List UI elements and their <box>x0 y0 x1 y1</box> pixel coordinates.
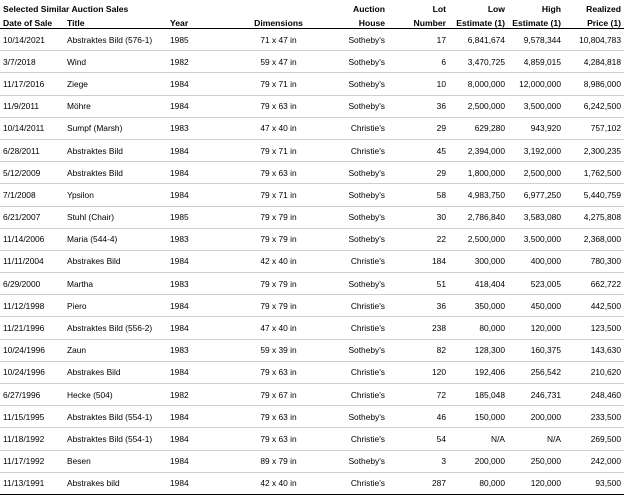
table-row <box>0 273 624 295</box>
title-cell: Möhre <box>64 95 167 117</box>
date-cell: 11/11/2004 <box>0 250 64 272</box>
house-cell: Sotheby's <box>327 51 388 73</box>
year-cell: 1982 <box>167 384 230 406</box>
lot-cell: 51 <box>388 273 449 295</box>
high-estimate-cell: 9,578,344 <box>508 29 564 51</box>
lot-cell: 6 <box>388 51 449 73</box>
title-cell: Besen <box>64 450 167 472</box>
realized-price-cell: 8,986,000 <box>564 73 624 95</box>
title-cell: Abstrakes bild <box>64 472 167 494</box>
realized-price-cell: 757,102 <box>564 117 624 139</box>
house-cell: Christie's <box>327 250 388 272</box>
low-estimate-cell: 192,406 <box>449 361 508 383</box>
year-cell: 1982 <box>167 51 230 73</box>
low-estimate-cell: 1,800,000 <box>449 162 508 184</box>
high-estimate-cell: 3,500,000 <box>508 228 564 250</box>
year-cell: 1984 <box>167 450 230 472</box>
col-lot-top: Lot <box>432 4 446 14</box>
dimensions-cell: 79 x 63 in <box>230 361 327 383</box>
lot-cell: 30 <box>388 206 449 228</box>
low-estimate-cell: 350,000 <box>449 295 508 317</box>
date-cell: 6/28/2011 <box>0 139 64 161</box>
lot-cell: 72 <box>388 384 449 406</box>
low-estimate-cell: 8,000,000 <box>449 73 508 95</box>
dimensions-cell: 42 x 40 in <box>230 250 327 272</box>
lot-cell: 29 <box>388 117 449 139</box>
table-row <box>0 206 624 228</box>
year-cell: 1985 <box>167 29 230 51</box>
realized-price-cell: 210,620 <box>564 361 624 383</box>
lot-cell: 45 <box>388 139 449 161</box>
low-estimate-cell: 2,786,840 <box>449 206 508 228</box>
low-estimate-cell: 200,000 <box>449 450 508 472</box>
high-estimate-cell: 4,859,015 <box>508 51 564 73</box>
dimensions-cell: 79 x 63 in <box>230 162 327 184</box>
table-row <box>0 139 624 161</box>
high-estimate-cell: 943,920 <box>508 117 564 139</box>
date-cell: 6/21/2007 <box>0 206 64 228</box>
realized-price-cell: 5,440,759 <box>564 184 624 206</box>
house-cell: Sotheby's <box>327 206 388 228</box>
title-cell: Sumpf (Marsh) <box>64 117 167 139</box>
realized-price-cell: 6,242,500 <box>564 95 624 117</box>
table-row <box>0 184 624 206</box>
col-house-top: Auction <box>353 4 385 14</box>
col-price-bottom: Price (1) <box>564 14 624 29</box>
high-estimate-cell: 12,000,000 <box>508 73 564 95</box>
date-cell: 11/18/1992 <box>0 428 64 450</box>
date-cell: 6/29/2000 <box>0 273 64 295</box>
dimensions-cell: 79 x 71 in <box>230 184 327 206</box>
low-estimate-cell: 2,500,000 <box>449 228 508 250</box>
col-dimensions: Dimensions <box>230 14 327 29</box>
year-cell: 1983 <box>167 273 230 295</box>
table-row <box>0 450 624 472</box>
lot-cell: 46 <box>388 406 449 428</box>
high-estimate-cell: 400,000 <box>508 250 564 272</box>
table-row <box>0 428 624 450</box>
high-estimate-cell: 3,583,080 <box>508 206 564 228</box>
date-cell: 11/17/2016 <box>0 73 64 95</box>
dimensions-cell: 79 x 79 in <box>230 206 327 228</box>
house-cell: Sotheby's <box>327 184 388 206</box>
house-cell: Christie's <box>327 384 388 406</box>
lot-cell: 36 <box>388 295 449 317</box>
realized-price-cell: 242,000 <box>564 450 624 472</box>
title-cell: Abstraktes Bild (556-2) <box>64 317 167 339</box>
dimensions-cell: 89 x 79 in <box>230 450 327 472</box>
house-cell: Christie's <box>327 472 388 494</box>
col-year: Year <box>167 14 230 29</box>
low-estimate-cell: 6,841,674 <box>449 29 508 51</box>
house-cell: Sotheby's <box>327 228 388 250</box>
house-cell: Christie's <box>327 117 388 139</box>
header-row-bottom <box>0 14 624 29</box>
lot-cell: 54 <box>388 428 449 450</box>
dimensions-cell: 59 x 39 in <box>230 339 327 361</box>
high-estimate-cell: 120,000 <box>508 317 564 339</box>
date-cell: 10/24/1996 <box>0 361 64 383</box>
house-cell: Sotheby's <box>327 450 388 472</box>
realized-price-cell: 233,500 <box>564 406 624 428</box>
realized-price-cell: 10,804,783 <box>564 29 624 51</box>
low-estimate-cell: 3,470,725 <box>449 51 508 73</box>
table-row <box>0 361 624 383</box>
col-high-bottom: Estimate (1) <box>508 14 564 29</box>
year-cell: 1984 <box>167 295 230 317</box>
col-title: Title <box>64 14 167 29</box>
realized-price-cell: 4,284,818 <box>564 51 624 73</box>
high-estimate-cell: 160,375 <box>508 339 564 361</box>
dimensions-cell: 59 x 47 in <box>230 51 327 73</box>
low-estimate-cell: 150,000 <box>449 406 508 428</box>
date-cell: 11/15/1995 <box>0 406 64 428</box>
lot-cell: 10 <box>388 73 449 95</box>
dimensions-cell: 79 x 63 in <box>230 428 327 450</box>
title-cell: Abstrakes Bild <box>64 361 167 383</box>
table-row <box>0 73 624 95</box>
high-estimate-cell: 256,542 <box>508 361 564 383</box>
date-cell: 7/1/2008 <box>0 184 64 206</box>
table-body <box>0 29 624 495</box>
title-cell: Abstraktes Bild (554-1) <box>64 428 167 450</box>
low-estimate-cell: 629,280 <box>449 117 508 139</box>
high-estimate-cell: 2,500,000 <box>508 162 564 184</box>
table-row <box>0 117 624 139</box>
low-estimate-cell: 2,394,000 <box>449 139 508 161</box>
title-cell: Maria (544-4) <box>64 228 167 250</box>
realized-price-cell: 780,300 <box>564 250 624 272</box>
lot-cell: 238 <box>388 317 449 339</box>
house-cell: Sotheby's <box>327 95 388 117</box>
col-high-top: High <box>541 4 561 14</box>
header-row-top <box>0 0 624 14</box>
col-low-bottom: Estimate (1) <box>449 14 508 29</box>
year-cell: 1984 <box>167 317 230 339</box>
year-cell: 1984 <box>167 361 230 383</box>
low-estimate-cell: 128,300 <box>449 339 508 361</box>
date-cell: 5/12/2009 <box>0 162 64 184</box>
house-cell: Christie's <box>327 428 388 450</box>
title-cell: Ypsilon <box>64 184 167 206</box>
year-cell: 1985 <box>167 206 230 228</box>
year-cell: 1983 <box>167 228 230 250</box>
date-cell: 11/17/1992 <box>0 450 64 472</box>
house-cell: Christie's <box>327 139 388 161</box>
dimensions-cell: 79 x 79 in <box>230 228 327 250</box>
title-cell: Piero <box>64 295 167 317</box>
table-row <box>0 339 624 361</box>
year-cell: 1983 <box>167 117 230 139</box>
low-estimate-cell: 300,000 <box>449 250 508 272</box>
high-estimate-cell: N/A <box>508 428 564 450</box>
table-row <box>0 162 624 184</box>
dimensions-cell: 79 x 71 in <box>230 139 327 161</box>
house-cell: Sotheby's <box>327 73 388 95</box>
date-cell: 3/7/2018 <box>0 51 64 73</box>
year-cell: 1984 <box>167 250 230 272</box>
lot-cell: 22 <box>388 228 449 250</box>
date-cell: 11/9/2011 <box>0 95 64 117</box>
realized-price-cell: 93,500 <box>564 472 624 494</box>
low-estimate-cell: 80,000 <box>449 317 508 339</box>
dimensions-cell: 71 x 47 in <box>230 29 327 51</box>
date-cell: 6/27/1996 <box>0 384 64 406</box>
lot-cell: 120 <box>388 361 449 383</box>
year-cell: 1983 <box>167 339 230 361</box>
dimensions-cell: 79 x 71 in <box>230 73 327 95</box>
year-cell: 1984 <box>167 472 230 494</box>
high-estimate-cell: 523,005 <box>508 273 564 295</box>
high-estimate-cell: 6,977,250 <box>508 184 564 206</box>
low-estimate-cell: 185,048 <box>449 384 508 406</box>
high-estimate-cell: 3,192,000 <box>508 139 564 161</box>
title-cell: Abstrakes Bild <box>64 250 167 272</box>
col-lot-bottom: Number <box>388 14 449 29</box>
year-cell: 1984 <box>167 95 230 117</box>
dimensions-cell: 79 x 79 in <box>230 295 327 317</box>
dimensions-cell: 47 x 40 in <box>230 117 327 139</box>
title-cell: Abstraktes Bild <box>64 139 167 161</box>
table-row <box>0 406 624 428</box>
lot-cell: 287 <box>388 472 449 494</box>
low-estimate-cell: 80,000 <box>449 472 508 494</box>
house-cell: Sotheby's <box>327 339 388 361</box>
lot-cell: 184 <box>388 250 449 272</box>
year-cell: 1984 <box>167 73 230 95</box>
high-estimate-cell: 250,000 <box>508 450 564 472</box>
year-cell: 1984 <box>167 428 230 450</box>
table-row <box>0 51 624 73</box>
table-row <box>0 29 624 51</box>
house-cell: Sotheby's <box>327 162 388 184</box>
realized-price-cell: 662,722 <box>564 273 624 295</box>
col-house-bottom: House <box>327 14 388 29</box>
house-cell: Christie's <box>327 317 388 339</box>
low-estimate-cell: N/A <box>449 428 508 450</box>
realized-price-cell: 1,762,500 <box>564 162 624 184</box>
dimensions-cell: 79 x 63 in <box>230 406 327 428</box>
section-title: Selected Similar Auction Sales <box>3 4 129 14</box>
table-row <box>0 250 624 272</box>
date-cell: 11/12/1998 <box>0 295 64 317</box>
realized-price-cell: 2,300,235 <box>564 139 624 161</box>
title-cell: Stuhl (Chair) <box>64 206 167 228</box>
dimensions-cell: 42 x 40 in <box>230 472 327 494</box>
low-estimate-cell: 4,983,750 <box>449 184 508 206</box>
low-estimate-cell: 2,500,000 <box>449 95 508 117</box>
col-date: Date of Sale <box>0 14 64 29</box>
title-cell: Zaun <box>64 339 167 361</box>
table-row <box>0 228 624 250</box>
year-cell: 1984 <box>167 406 230 428</box>
lot-cell: 29 <box>388 162 449 184</box>
title-cell: Abstraktes Bild (576-1) <box>64 29 167 51</box>
lot-cell: 82 <box>388 339 449 361</box>
date-cell: 10/14/2011 <box>0 117 64 139</box>
table-row <box>0 472 624 494</box>
year-cell: 1984 <box>167 184 230 206</box>
lot-cell: 3 <box>388 450 449 472</box>
col-price-top: Realized <box>586 4 621 14</box>
high-estimate-cell: 200,000 <box>508 406 564 428</box>
title-cell: Martha <box>64 273 167 295</box>
table-row <box>0 295 624 317</box>
title-cell: Ziege <box>64 73 167 95</box>
realized-price-cell: 143,630 <box>564 339 624 361</box>
house-cell: Christie's <box>327 295 388 317</box>
house-cell: Christie's <box>327 361 388 383</box>
dimensions-cell: 47 x 40 in <box>230 317 327 339</box>
dimensions-cell: 79 x 63 in <box>230 95 327 117</box>
low-estimate-cell: 418,404 <box>449 273 508 295</box>
house-cell: Sotheby's <box>327 273 388 295</box>
high-estimate-cell: 120,000 <box>508 472 564 494</box>
house-cell: Sotheby's <box>327 406 388 428</box>
title-cell: Hecke (504) <box>64 384 167 406</box>
realized-price-cell: 248,460 <box>564 384 624 406</box>
dimensions-cell: 79 x 79 in <box>230 273 327 295</box>
high-estimate-cell: 3,500,000 <box>508 95 564 117</box>
realized-price-cell: 2,368,000 <box>564 228 624 250</box>
table-row <box>0 384 624 406</box>
title-cell: Abstraktes Bild <box>64 162 167 184</box>
dimensions-cell: 79 x 67 in <box>230 384 327 406</box>
realized-price-cell: 442,500 <box>564 295 624 317</box>
realized-price-cell: 269,500 <box>564 428 624 450</box>
realized-price-cell: 123,500 <box>564 317 624 339</box>
lot-cell: 17 <box>388 29 449 51</box>
realized-price-cell: 4,275,808 <box>564 206 624 228</box>
year-cell: 1984 <box>167 139 230 161</box>
lot-cell: 36 <box>388 95 449 117</box>
date-cell: 11/13/1991 <box>0 472 64 494</box>
date-cell: 10/24/1996 <box>0 339 64 361</box>
high-estimate-cell: 246,731 <box>508 384 564 406</box>
table-row <box>0 317 624 339</box>
year-cell: 1984 <box>167 162 230 184</box>
title-cell: Abstraktes Bild (554-1) <box>64 406 167 428</box>
title-cell: Wind <box>64 51 167 73</box>
house-cell: Sotheby's <box>327 29 388 51</box>
date-cell: 10/14/2021 <box>0 29 64 51</box>
table-row <box>0 95 624 117</box>
lot-cell: 58 <box>388 184 449 206</box>
high-estimate-cell: 450,000 <box>508 295 564 317</box>
date-cell: 11/21/1996 <box>0 317 64 339</box>
col-low-top: Low <box>487 4 505 14</box>
date-cell: 11/14/2006 <box>0 228 64 250</box>
